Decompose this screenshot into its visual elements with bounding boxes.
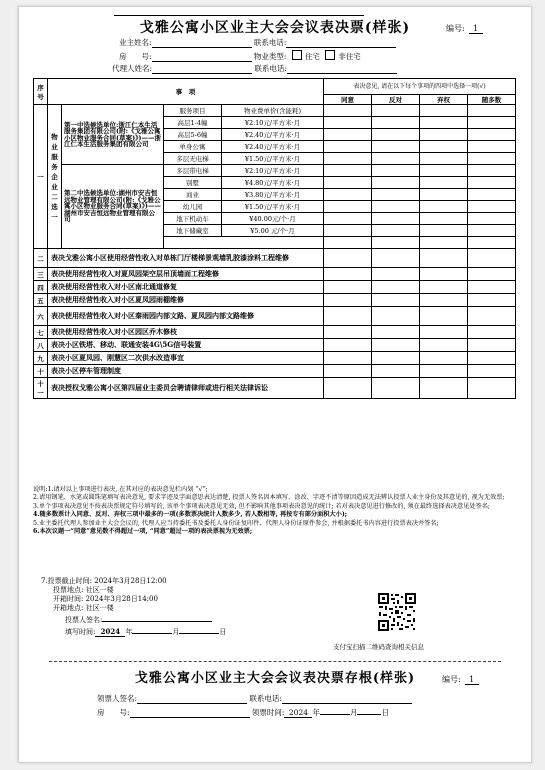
note-line: 5.业主委托代理人参加业主大会会议的, 代理人应当持委托书及委托人身份证复印件、代理人身份证原件参会, 并根据委托书内容进行投票表决并签名; [33, 519, 439, 527]
signer-row [41, 616, 226, 625]
vote-cell[interactable] [324, 165, 372, 177]
fee-service: 高层5-6幢 [164, 129, 222, 141]
fee-service: 地下机动车 [164, 213, 222, 225]
item-text: 表决使用经营性收入对小区秦雨园内部文路、夏凤园内部文路维修 [48, 307, 324, 326]
ballot-title: 戈雅公寓小区业主大会会议表决票(样张) [139, 20, 411, 36]
vote-cell[interactable] [372, 189, 420, 201]
vote-cell[interactable] [468, 129, 516, 141]
owner-phone-field[interactable] [286, 38, 396, 48]
fee-price: ¥3.80元/平方米·月 [222, 189, 324, 201]
vote-cell[interactable] [468, 201, 516, 213]
vote-cell[interactable] [324, 177, 372, 189]
nonresidence-checkbox[interactable] [325, 50, 335, 60]
vote-cell[interactable] [324, 105, 372, 117]
note-line: 2.请用钢笔、水笔或圆珠笔填写表决意见, 要求字迹及字面意思表达清楚, 投票人签名因本填写、涂改、字迹不清等原因造成无法辨认投票人业主身份及其意见的, 视为无效票; [33, 494, 505, 502]
vote-cell[interactable] [468, 105, 516, 117]
ballot-page [18, 6, 532, 763]
signer-field[interactable] [102, 621, 212, 622]
fee-service: 别墅 [164, 177, 222, 189]
vote-cell[interactable] [420, 117, 468, 129]
proxy-name-label: 代理人姓名: [112, 64, 153, 73]
vote-cell[interactable] [420, 177, 468, 189]
vote-header-abstain: 弃权 [420, 95, 468, 105]
fee-price: ¥4.80元/平方米·月 [222, 177, 324, 189]
owner-phone-label: 联系电话: [253, 38, 287, 47]
fee-service: 多层带电梯 [164, 165, 222, 177]
fill-date-day-field[interactable] [179, 633, 219, 634]
vote-cell[interactable] [372, 326, 420, 339]
item-number: 四 [34, 281, 48, 294]
item-text: 表决授权戈雅公寓小区第四届业主委员会聘请律师或进行相关法律诉讼 [48, 378, 324, 399]
item-text: 表决使用经营性收入对夏凤园架空层吊顶墙面工程维修 [48, 268, 324, 281]
owner-name-field[interactable] [152, 38, 252, 48]
count-time: 开箱时间: 2024年3月28日14:00 [53, 595, 158, 603]
vote-cell[interactable] [372, 225, 420, 237]
proxy-row [112, 63, 397, 74]
vote-header-majority: 随多数 [468, 95, 516, 105]
vote-cell[interactable] [324, 237, 372, 249]
qr-caption: 支付宝扫描二维码查询相关信息 [333, 643, 424, 651]
room-row [119, 50, 361, 62]
item-text: 表决使用经营性收入对小区夏凤园雨棚维修 [48, 294, 324, 307]
vote-cell[interactable] [420, 105, 468, 117]
vote-cell[interactable] [468, 141, 516, 153]
vote-cell[interactable] [372, 105, 420, 117]
note-line: 3.单个事项表决意见不按表决票规定符号填写的, 该单个事项表决意见无效, 但不影响其他事项表决意见的统计; 若对表决意见进行修改的, 须在最终选择表决意见处签名; [33, 502, 490, 510]
vote-cell[interactable] [468, 307, 516, 326]
year-char: 年 [125, 628, 133, 636]
vote-table [33, 78, 516, 399]
vote-cell[interactable] [324, 307, 372, 326]
fill-date-label: 填写时间: [65, 628, 96, 636]
owner-name-row [119, 37, 396, 48]
owner-name-label: 业主姓名: [119, 38, 152, 47]
item-number: 十 [34, 365, 48, 378]
item-text: 表决使用经营性收入对小区南北通道修复 [48, 281, 324, 294]
vote-cell[interactable] [420, 281, 468, 294]
month-char: 月 [172, 628, 180, 636]
proxy-name-field[interactable] [152, 64, 252, 74]
room-field[interactable] [152, 52, 252, 62]
item-number: 七 [34, 326, 48, 339]
stub-title: 戈雅公寓小区业主大会会议表决票存根(样张) [134, 671, 416, 686]
item-text: 表决小区停车管理制度 [48, 365, 324, 378]
vote-cell[interactable] [372, 294, 420, 307]
vote-cell[interactable] [420, 225, 468, 237]
stub-receiver-label: 领票人签名: [97, 694, 138, 703]
vote-cell[interactable] [372, 339, 420, 352]
vote-cell[interactable] [468, 153, 516, 165]
proxy-phone-field[interactable] [287, 64, 397, 74]
vote-cell[interactable] [324, 141, 372, 153]
fee-service: 多层无电梯 [164, 153, 222, 165]
vote-cell[interactable] [468, 213, 516, 225]
candidate-company-2: 第二中选候选单位:湖州市安吉恒远物业管理有限公司(附:《戈雅公寓小区物业服务合同(草案)》)——湖州市安吉恒远物业管理有限公司 [62, 165, 164, 249]
vote-cell[interactable] [324, 189, 372, 201]
vote-cell[interactable] [372, 378, 420, 399]
serial-label: 编号: [446, 24, 465, 33]
proxy-phone-label: 联系电话: [254, 64, 287, 73]
vote-cell[interactable] [420, 352, 468, 365]
vote-cell[interactable] [324, 281, 372, 294]
vote-cell[interactable] [372, 249, 420, 268]
item-number: 十一 [34, 378, 48, 399]
vote-cell[interactable] [324, 326, 372, 339]
ballot-notes [33, 486, 517, 536]
vote-cell[interactable] [420, 153, 468, 165]
candidate-company-1: 第一中选候选单位:浙江仁本生活服务集团有限公司(附:《戈雅公寓小区物业服务合同(草案)》)——浙江仁本生活服务集团有限公司 [62, 105, 164, 165]
residence-option-label: 住宅 [304, 52, 320, 61]
stub-month-char: 月 [349, 708, 358, 717]
vote-cell[interactable] [324, 365, 372, 378]
vote-cell[interactable] [324, 201, 372, 213]
nonresidence-option-label: 非住宅 [338, 52, 361, 61]
vote-cell[interactable] [372, 237, 420, 249]
fee-price: ¥40.00元/个·月 [222, 213, 324, 225]
fee-price: ¥2.10元/平方米·月 [222, 117, 324, 129]
vote-cell[interactable] [324, 352, 372, 365]
vote-cell[interactable] [324, 117, 372, 129]
stub-phone-field[interactable] [282, 694, 412, 704]
fee-price: ¥5.00 元/个·月 [222, 225, 324, 237]
note-line: 说明:1.请对以上事项进行表决, 在其对应的表决意见栏内划 “√”; [33, 486, 208, 493]
stub-receiver-field[interactable] [137, 694, 247, 704]
vote-cell[interactable] [324, 225, 372, 237]
vote-cell[interactable] [372, 201, 420, 213]
vote-cell[interactable] [324, 294, 372, 307]
vote-cell[interactable] [420, 268, 468, 281]
fee-price: ¥1.50元/平方米·月 [222, 201, 324, 213]
vote-cell[interactable] [468, 268, 516, 281]
stub-room-label: 房 号: [97, 708, 130, 717]
stub-receiver-row [97, 693, 412, 704]
matter-header: 事 项 [48, 79, 324, 105]
item-text: 表决使用经营性收入对小区园区乔木修枝 [48, 326, 324, 339]
vote-cell[interactable] [468, 365, 516, 378]
stub-day-char: 日 [381, 708, 389, 717]
vote-cell[interactable] [372, 141, 420, 153]
property-type-label: 物业类型: [253, 52, 287, 61]
vote-cell[interactable] [468, 117, 516, 129]
vote-cell[interactable] [372, 153, 420, 165]
vote-cell[interactable] [372, 129, 420, 141]
item1-filler [164, 237, 324, 249]
voting-info [41, 577, 226, 637]
qr-code-icon[interactable] [377, 592, 417, 632]
vote-cell[interactable] [420, 237, 468, 249]
stub-serial-number [442, 674, 479, 685]
fee-header-service: 服务项目 [164, 105, 222, 117]
item-text: 表决戈雅公寓小区使用经营性收入对单栋门厅楼梯景观墙乳胶漆涂料工程维修 [48, 249, 324, 268]
fee-header-price: 物业费单价(含能耗) [222, 105, 324, 117]
vote-cell[interactable] [372, 281, 420, 294]
vote-cell[interactable] [420, 129, 468, 141]
vote-cell[interactable] [324, 249, 372, 268]
vote-cell[interactable] [372, 307, 420, 326]
item1-vertical-label: 物业服务企业二选一 [48, 105, 62, 249]
vote-header-agree: 同意 [324, 95, 372, 105]
vote-cell[interactable] [468, 225, 516, 237]
item-number: 九 [34, 352, 48, 365]
vote-cell[interactable] [372, 352, 420, 365]
stub-receive-time-label: 领票时间: [251, 708, 285, 717]
item-text: 表决小区铁塔、移动、联通安装4G\5G信号装置 [48, 339, 324, 352]
stub-month-field[interactable] [320, 714, 350, 715]
fee-service: 地下储藏室 [164, 225, 222, 237]
vote-cell[interactable] [372, 117, 420, 129]
serial-number [446, 23, 483, 34]
note-line: 4.随多数票计入同意、反对、弃权三项中最多的一项(多数票决统计人数多少, 若人数相等, 再按专有部分面积大小); [33, 511, 348, 519]
residence-checkbox[interactable] [292, 50, 302, 60]
stub-room-field[interactable] [130, 708, 250, 718]
vote-cell[interactable] [324, 129, 372, 141]
vote-cell[interactable] [468, 326, 516, 339]
stub-year-char: 年 [312, 708, 320, 717]
vote-cell[interactable] [468, 281, 516, 294]
vote-cell[interactable] [372, 268, 420, 281]
fee-service: 单身公寓 [164, 141, 222, 153]
seq-header: 序号 [34, 79, 48, 105]
stub-phone-label: 联系电话: [249, 694, 282, 703]
stub-serial-value: 1 [465, 675, 479, 685]
vote-cell[interactable] [324, 378, 372, 399]
vote-header-oppose: 反对 [372, 95, 420, 105]
vote-cell[interactable] [468, 189, 516, 201]
vote-cell[interactable] [420, 249, 468, 268]
vote-cell[interactable] [468, 249, 516, 268]
fee-price: ¥1.50元/平方米·月 [222, 153, 324, 165]
title-overline [114, 15, 364, 16]
item-text: 表决小区夏凤园、刚慧区二次供水改造事宜 [48, 352, 324, 365]
day-char: 日 [219, 628, 227, 636]
vote-cell[interactable] [468, 352, 516, 365]
item-number: 六 [34, 307, 48, 326]
vote-cell[interactable] [420, 201, 468, 213]
vote-cell[interactable] [372, 365, 420, 378]
vote-cell[interactable] [324, 213, 372, 225]
fill-date-year: 2024 [95, 627, 125, 637]
fee-price: ¥2.40元/平方米·月 [222, 129, 324, 141]
vote-cell[interactable] [468, 294, 516, 307]
vote-cell[interactable] [468, 378, 516, 399]
vote-cell[interactable] [324, 268, 372, 281]
fee-service: 商业 [164, 189, 222, 201]
vote-cell[interactable] [372, 213, 420, 225]
vote-cell[interactable] [372, 165, 420, 177]
serial-value: 1 [469, 24, 483, 34]
vote-cell[interactable] [420, 365, 468, 378]
vote-cell[interactable] [420, 378, 468, 399]
vote-cell[interactable] [324, 153, 372, 165]
vote-cell[interactable] [372, 177, 420, 189]
fee-price: ¥2.40元/平方米·月 [222, 141, 324, 153]
stub-room-row [97, 707, 389, 718]
item-number: 一 [34, 105, 48, 249]
vote-cell[interactable] [420, 326, 468, 339]
vote-cell[interactable] [420, 141, 468, 153]
vote-cell[interactable] [468, 339, 516, 352]
stub-day-field[interactable] [357, 714, 381, 715]
fee-price: ¥2.10元/平方米·月 [222, 165, 324, 177]
vote-cell[interactable] [468, 177, 516, 189]
item-number: 八 [34, 339, 48, 352]
fee-service: 幼儿园 [164, 201, 222, 213]
stub-serial-label: 编号: [442, 675, 461, 684]
vote-cell[interactable] [420, 307, 468, 326]
vote-cell[interactable] [420, 294, 468, 307]
vote-cell[interactable] [420, 165, 468, 177]
item-number: 三 [34, 268, 48, 281]
vote-cell[interactable] [324, 339, 372, 352]
vote-cell[interactable] [420, 189, 468, 201]
fill-date-row [41, 627, 226, 637]
room-label: 房 号: [119, 52, 152, 61]
vote-cell[interactable] [420, 339, 468, 352]
note-line: 6.本次议题一“同意”意见数不得超过一项, “同意”超过一项的表决票视为无效票; [33, 528, 253, 536]
item-number: 五 [34, 294, 48, 307]
vote-cell[interactable] [468, 237, 516, 249]
fill-date-month-field[interactable] [132, 633, 172, 634]
vote-options-header: 表决意见, 请在以下每个事项的四项中选择一项(√) [324, 79, 516, 95]
signer-label: 投票人签名: [65, 616, 103, 624]
item-number: 二 [34, 249, 48, 268]
vote-place: 投票地点: 社区一楼 [53, 586, 114, 594]
vote-cell[interactable] [420, 213, 468, 225]
vote-cell[interactable] [468, 165, 516, 177]
count-place: 开箱地点: 社区一楼 [53, 604, 114, 612]
fee-service: 高层1-4幢 [164, 117, 222, 129]
stub-year: 2024 [284, 708, 312, 718]
tear-line [49, 661, 501, 662]
vote-deadline: 7.投票截止时间: 2024年3月28日12:00 [41, 577, 167, 585]
